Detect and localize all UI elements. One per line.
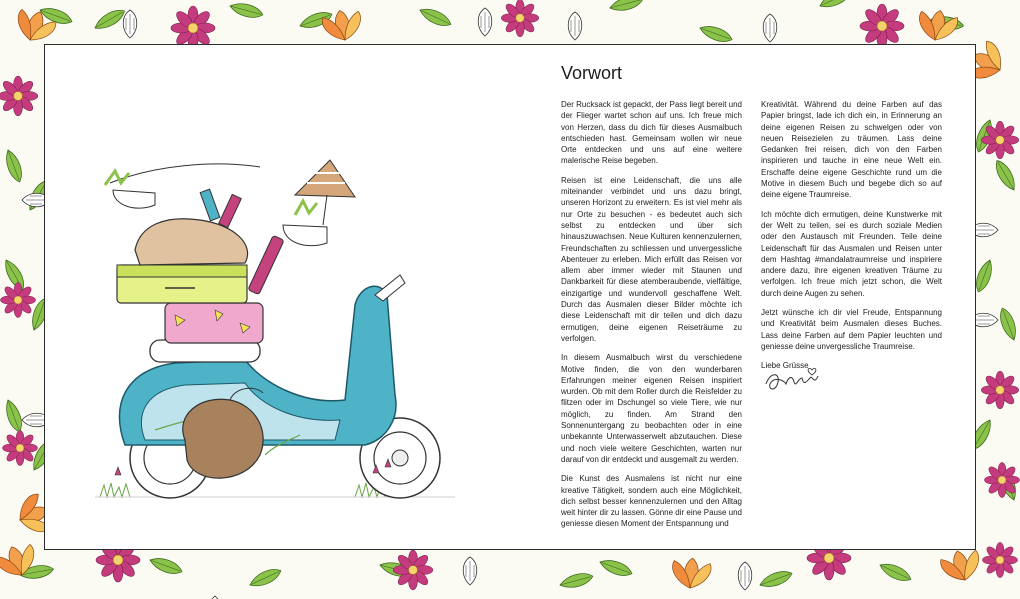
umbrella (295, 160, 355, 197)
paragraph: In diesem Ausmalbuch wirst du verschiedene Motive finden, die von den wunderbaren Erfahrungen meiner eigenen Reisen inspiriert wurden. Ob mit dem Roller durch die Reisfelder zu flitzen oder im Dschungel so viele Tiere, wie nur möglich, zu finden. Am Strand den Sonnenuntergang zu beobachten oder in eine unbekannte Unterwasserwelt abzutauchen. Diese und noch viele weitere Geschichten, warten nur darauf von dir entdeckt und ausgemalt zu werden. (561, 353, 742, 464)
scooter-illustration (95, 155, 455, 505)
text-column-right (761, 99, 942, 380)
suitcase-bottom (165, 303, 263, 343)
signature-icon (762, 364, 822, 398)
paragraph: Ich möchte dich ermutigen, deine Kunstwerke mit der Welt zu teilen, sei es durch soziale Medien oder den Austausch mit Freunden. Teile deine Leidenschaft für das Ausmalen und Reisen unter dem Hashtag #mandalatraumreise und inspiriere andere dazu, ihre eigenen kreativen Träume zu verfolgen. Ich freue mich jetzt schon, die Welt durch deine Augen zu sehen. (761, 209, 942, 298)
text-column-left (561, 99, 742, 538)
page-title: Vorwort (561, 63, 623, 83)
closing-greeting: Liebe Grüsse (761, 361, 809, 371)
paragraph: Die Kunst des Ausmalens ist nicht nur eine kreative Tätigkeit, sondern auch eine Möglichkeit, dich selbst besser kennenzulernen und den Alltag weit hinter dir zu lassen. Gönne dir eine Pause und geniesse diesen Moment der Entspannung und (561, 474, 742, 529)
travel-sack (135, 219, 248, 265)
paragraph: Kreativität. Während du deine Farben auf das Papier bringst, lade ich dich ein, in Erinnerung an deine eigenen Reisen zu schwelgen oder von neuen Reisezielen zu träumen. Lass deine Gedanken frei reisen, dich von den Farben inspirieren und tauche in eine neue Welt ein. Erschaffe deine eigene Geschichte rund um die Motive in diesem Buch und begebe dich so auf deine eigene Traumreise. (761, 100, 942, 200)
paragraph: Der Rucksack ist gepackt, der Pass liegt bereit und der Flieger wartet schon auf uns. Ich freue mich von Herzen, dass du dich für dieses Ausmalbuch entschieden hast. Gemeinsam wollen wir neue Orte entdecken und uns auf eine weitere malerische Reise begeben. (561, 100, 742, 166)
paragraph: Reisen ist eine Leidenschaft, die uns alle miteinander verbindet und uns dazu bringt, unseren Horizont zu erweitern. Es ist viel mehr als nur Orte zu besuchen - es bedeutet auch sich selbst zu entdecken und über sich hinauszuwachsen. Neue Kulturen kennenzulernen, Freundschaften zu schliessen und unvergessliche Abenteuer zu erleben. Mich erfüllt das Reisen vor allem aber immer wieder mit Staunen und Dankbarkeit für diese atemberaubende, vielfältige, einzigartige und wundervoll geschaffene Welt. Durch das Ausmalen dieser Bilder möchte ich diese Leidenschaft mit dir teilen und dich dazu ermutigen, deine eigenen Reiseträume zu verfolgen. (561, 175, 742, 343)
suitcase-top (117, 265, 247, 303)
front-sack (183, 399, 263, 478)
paragraph: Jetzt wünsche ich dir viel Freude, Entspannung und Kreativität beim Ausmalen dieses Buches. Lass deine Farben auf dem Papier leuchten und geniesse deine unvergessliche Traumreise. (761, 308, 942, 351)
